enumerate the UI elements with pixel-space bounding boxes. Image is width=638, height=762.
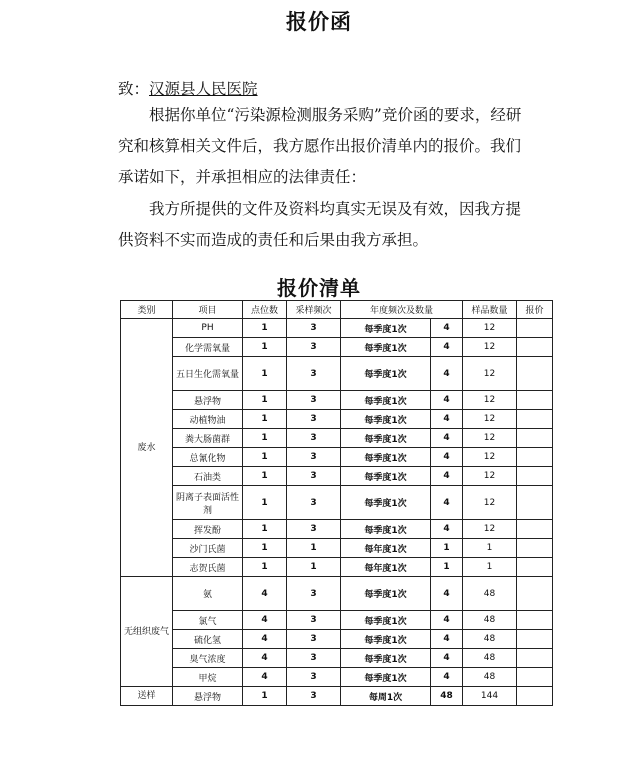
row-frequency: 每季度1次 <box>341 448 431 467</box>
row-samples: 12 <box>463 391 517 410</box>
row-points: 1 <box>243 539 287 558</box>
row-item: 沙门氏菌 <box>173 539 243 558</box>
row-frequency: 每季度1次 <box>341 410 431 429</box>
row-sampling: 3 <box>287 467 341 486</box>
table-row <box>121 668 553 687</box>
row-frequency: 每季度1次 <box>341 520 431 539</box>
row-frequency: 每周1次 <box>341 687 431 706</box>
row-sampling: 3 <box>287 429 341 448</box>
row-sampling: 3 <box>287 577 341 611</box>
row-points: 1 <box>243 319 287 338</box>
table-row <box>121 357 553 391</box>
row-samples: 12 <box>463 319 517 338</box>
row-samples: 144 <box>463 687 517 706</box>
row-sampling: 3 <box>287 687 341 706</box>
row-samples: 12 <box>463 429 517 448</box>
row-quantity: 4 <box>431 467 463 486</box>
row-sampling: 1 <box>287 558 341 577</box>
row-points: 1 <box>243 391 287 410</box>
row-samples: 48 <box>463 668 517 687</box>
row-samples: 48 <box>463 630 517 649</box>
row-frequency: 每季度1次 <box>341 467 431 486</box>
row-sampling: 3 <box>287 319 341 338</box>
row-sampling: 3 <box>287 410 341 429</box>
row-quantity: 4 <box>431 338 463 357</box>
row-points: 1 <box>243 467 287 486</box>
row-sampling: 3 <box>287 649 341 668</box>
row-price <box>517 357 553 391</box>
row-sampling: 3 <box>287 486 341 520</box>
table-row <box>121 338 553 357</box>
row-points: 1 <box>243 338 287 357</box>
category-fugitive-gas: 无组织废气 <box>121 577 173 687</box>
row-price <box>517 429 553 448</box>
category-wastewater: 废水 <box>121 319 173 577</box>
row-quantity: 4 <box>431 391 463 410</box>
row-quantity: 4 <box>431 668 463 687</box>
table-row <box>121 429 553 448</box>
row-points: 1 <box>243 357 287 391</box>
row-item: 阴离子表面活性剂 <box>173 486 243 520</box>
row-points: 4 <box>243 577 287 611</box>
row-item: 粪大肠菌群 <box>173 429 243 448</box>
row-price <box>517 319 553 338</box>
table-row <box>121 467 553 486</box>
row-sampling: 3 <box>287 611 341 630</box>
category-delivery: 送样 <box>121 687 173 706</box>
header-category: 类别 <box>121 301 173 319</box>
row-sampling: 3 <box>287 448 341 467</box>
row-points: 1 <box>243 448 287 467</box>
row-price <box>517 668 553 687</box>
row-frequency: 每季度1次 <box>341 357 431 391</box>
row-samples: 12 <box>463 486 517 520</box>
row-frequency: 每季度1次 <box>341 486 431 520</box>
row-points: 4 <box>243 668 287 687</box>
row-points: 4 <box>243 649 287 668</box>
header-samples: 样品数量 <box>463 301 517 319</box>
row-price <box>517 338 553 357</box>
row-item: PH <box>173 319 243 338</box>
row-frequency: 每年度1次 <box>341 558 431 577</box>
row-item: 氨 <box>173 577 243 611</box>
row-item: 志贺氏菌 <box>173 558 243 577</box>
row-frequency: 每季度1次 <box>341 391 431 410</box>
row-item: 硫化氢 <box>173 630 243 649</box>
table-row <box>121 630 553 649</box>
document-title: 报价函 <box>286 10 352 34</box>
row-points: 1 <box>243 520 287 539</box>
row-frequency: 每季度1次 <box>341 611 431 630</box>
recipient-prefix: 致： <box>118 80 150 98</box>
row-quantity: 1 <box>431 558 463 577</box>
row-samples: 48 <box>463 577 517 611</box>
row-price <box>517 577 553 611</box>
row-points: 1 <box>243 558 287 577</box>
row-item: 五日生化需氧量 <box>173 357 243 391</box>
row-quantity: 4 <box>431 448 463 467</box>
row-frequency: 每季度1次 <box>341 649 431 668</box>
row-samples: 12 <box>463 448 517 467</box>
table-row <box>121 539 553 558</box>
table-row <box>121 558 553 577</box>
row-quantity: 4 <box>431 630 463 649</box>
row-price <box>517 687 553 706</box>
row-price <box>517 611 553 630</box>
row-samples: 48 <box>463 611 517 630</box>
row-frequency: 每季度1次 <box>341 429 431 448</box>
row-quantity: 48 <box>431 687 463 706</box>
table-row <box>121 448 553 467</box>
row-item: 总氰化物 <box>173 448 243 467</box>
row-samples: 48 <box>463 649 517 668</box>
row-quantity: 4 <box>431 357 463 391</box>
row-price <box>517 630 553 649</box>
row-samples: 12 <box>463 357 517 391</box>
row-quantity: 4 <box>431 611 463 630</box>
table-row <box>121 687 553 706</box>
row-sampling: 3 <box>287 338 341 357</box>
paragraph-request: 根据你单位“污染源检测服务采购”竞价函的要求，经研究和核算相关文件后，我方愿作出报价清单内的报价。我们承诺如下，并承担相应的法律责任： <box>118 106 522 186</box>
row-frequency: 每季度1次 <box>341 577 431 611</box>
row-quantity: 4 <box>431 486 463 520</box>
row-points: 1 <box>243 410 287 429</box>
row-price <box>517 558 553 577</box>
row-quantity: 4 <box>431 649 463 668</box>
row-samples: 1 <box>463 558 517 577</box>
recipient-name: 汉源县人民医院 <box>149 80 258 98</box>
row-frequency: 每季度1次 <box>341 630 431 649</box>
row-quantity: 4 <box>431 429 463 448</box>
row-samples: 12 <box>463 520 517 539</box>
table-row <box>121 319 553 338</box>
row-item: 臭气浓度 <box>173 649 243 668</box>
row-samples: 1 <box>463 539 517 558</box>
row-sampling: 3 <box>287 357 341 391</box>
row-quantity: 4 <box>431 319 463 338</box>
row-frequency: 每季度1次 <box>341 319 431 338</box>
row-quantity: 4 <box>431 520 463 539</box>
row-item: 甲烷 <box>173 668 243 687</box>
row-quantity: 4 <box>431 577 463 611</box>
row-item: 悬浮物 <box>173 687 243 706</box>
row-quantity: 4 <box>431 410 463 429</box>
table-row <box>121 577 553 611</box>
row-quantity: 1 <box>431 539 463 558</box>
table-row <box>121 611 553 630</box>
row-item: 石油类 <box>173 467 243 486</box>
row-sampling: 1 <box>287 539 341 558</box>
row-price <box>517 391 553 410</box>
row-price <box>517 448 553 467</box>
row-samples: 12 <box>463 410 517 429</box>
row-item: 氯气 <box>173 611 243 630</box>
header-item: 项目 <box>173 301 243 319</box>
paragraph-commitment: 我方所提供的文件及资料均真实无误及有效，因我方提供资料不实而造成的责任和后果由我方承担。 <box>118 200 522 249</box>
row-price <box>517 467 553 486</box>
row-points: 1 <box>243 486 287 520</box>
row-item: 悬浮物 <box>173 391 243 410</box>
row-item: 挥发酚 <box>173 520 243 539</box>
table-row <box>121 649 553 668</box>
table-row <box>121 410 553 429</box>
header-price: 报价 <box>517 301 553 319</box>
row-item: 动植物油 <box>173 410 243 429</box>
row-sampling: 3 <box>287 520 341 539</box>
row-samples: 12 <box>463 338 517 357</box>
row-frequency: 每年度1次 <box>341 539 431 558</box>
row-sampling: 3 <box>287 668 341 687</box>
header-annual: 年度频次及数量 <box>341 301 463 319</box>
row-points: 4 <box>243 611 287 630</box>
table-header-row <box>121 301 553 319</box>
quotation-table <box>120 300 553 706</box>
row-price <box>517 486 553 520</box>
table-row <box>121 520 553 539</box>
row-samples: 12 <box>463 467 517 486</box>
row-price <box>517 539 553 558</box>
row-frequency: 每季度1次 <box>341 338 431 357</box>
row-price <box>517 520 553 539</box>
table-row <box>121 391 553 410</box>
row-points: 4 <box>243 630 287 649</box>
table-title: 报价清单 <box>277 276 361 300</box>
header-sampling: 采样频次 <box>287 301 341 319</box>
row-frequency: 每季度1次 <box>341 668 431 687</box>
recipient-line <box>118 77 258 99</box>
row-sampling: 3 <box>287 391 341 410</box>
row-sampling: 3 <box>287 630 341 649</box>
row-item: 化学需氧量 <box>173 338 243 357</box>
row-points: 1 <box>243 429 287 448</box>
table-row <box>121 486 553 520</box>
row-price <box>517 410 553 429</box>
row-points: 1 <box>243 687 287 706</box>
row-price <box>517 649 553 668</box>
header-points: 点位数 <box>243 301 287 319</box>
